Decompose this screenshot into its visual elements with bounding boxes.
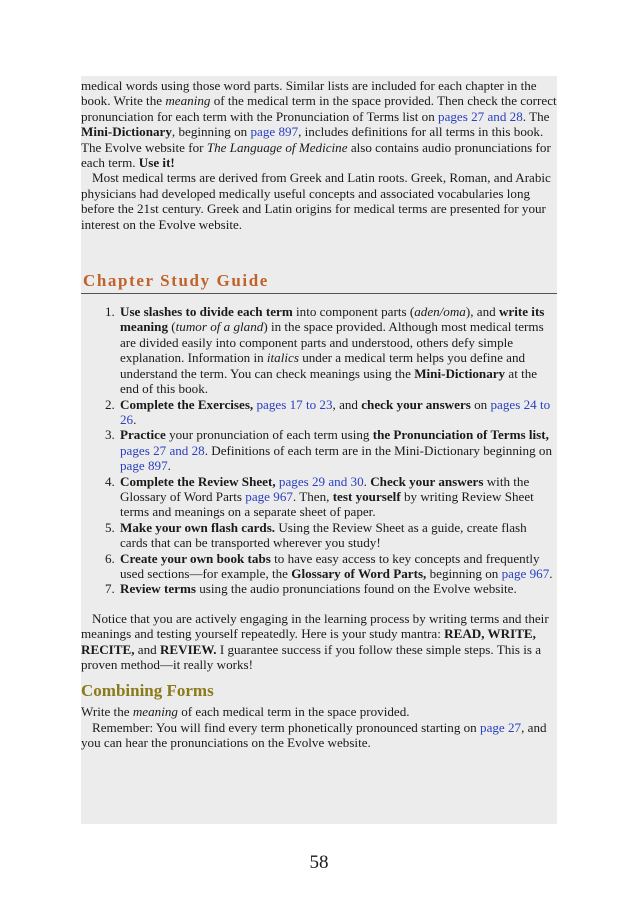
page-content xyxy=(81,78,557,751)
page-number: 58 xyxy=(309,852,329,873)
link-page-967[interactable]: page 967 xyxy=(245,488,293,504)
book-title: The Language of Medicine xyxy=(206,139,348,155)
origins-paragraph: Most medical terms are derived from Greek and Latin roots. Greek, Roman, and Arabic physicians had developed medically useful concepts and associated vocabularies long before the 21st century. Greek and Latin origins for medical terms are presented for your interest on the Evolve website. xyxy=(81,170,551,232)
list-item: 6. Create your own book tabs to have easy access to key concepts and frequently used sections—for example, the Glossary of Word Parts, beginning on page 967. xyxy=(105,550,553,581)
combining-forms-heading: Combining Forms xyxy=(81,681,214,701)
study-guide-list xyxy=(81,304,557,597)
list-item: 1. Use slashes to divide each term into component parts (aden/oma), and write its meaning (tumor of a gland) in the space provided. Although most medical terms are divided easily into component parts and understood, others defy simple explanation. Information in italics under a medical term helps you define and understand the term. You can check meanings using the Mini-Dictionary at the end of this book. xyxy=(105,304,545,397)
chapter-study-guide-heading: Chapter Study Guide xyxy=(81,270,557,294)
list-item: 7. Review terms using the audio pronunciations found on the Evolve website. xyxy=(105,581,517,597)
list-item: 2. Complete the Exercises, pages 17 to 23, and check your answers on pages 24 to 26. xyxy=(105,396,551,427)
link-pages-24-26[interactable]: pages 24 to 26 xyxy=(120,396,551,427)
link-page-897[interactable]: page 897 xyxy=(250,124,299,140)
link-pages-29-30[interactable]: pages 29 and 30 xyxy=(278,473,364,489)
combining-forms-reminder: Remember: You will find every term phonetically pronounced starting on page 27, and you can hear the pronunciations on the Evolve website. xyxy=(81,719,547,751)
link-pages-27-28[interactable]: pages 27 and 28 xyxy=(438,108,523,124)
notice-paragraph: Notice that you are actively engaging in the learning process by writing terms and their meanings and testing yourself repeatedly. Here is your study mantra: READ, WRITE, RECITE, and REVIEW. I guarantee success if you follow these simple steps. This is a proven method—it really works! xyxy=(81,610,549,672)
intro-section xyxy=(81,78,557,232)
link-pages-27-28[interactable]: pages 27 and 28 xyxy=(120,442,205,458)
intro-paragraph: medical words using those word parts. Similar lists are included for each chapter in the book. Write the meaning of the medical term in the space provided. Then check the correct pronunciation for each term with the Pronunciation of Terms list on pages 27 and 28. The Mini-Dictionary, beginning on page 897, includes definitions for all terms in this book. The Evolve website for The Language of Medicine also contains audio pronunciations for each term. Use it! xyxy=(81,78,557,171)
link-page-967[interactable]: page 967 xyxy=(501,565,550,581)
list-item: 5. Make your own flash cards. Using the Review Sheet as a guide, create flash cards that can be transported wherever you study! xyxy=(105,519,527,551)
link-pages-17-23[interactable]: pages 17 to 23 xyxy=(256,396,333,412)
combining-forms-instruction: Write the meaning of each medical term in the space provided. xyxy=(81,704,410,720)
list-item: 3. Practice your pronunciation of each term using the Pronunciation of Terms list, pages 27 and 28. Definitions of each term are in the Mini-Dictionary beginning on page 897. xyxy=(105,427,552,474)
list-item: 4. Complete the Review Sheet, pages 29 and 30. Check your answers with the Glossary of Word Parts page 967. Then, test yourself by writing Review Sheet terms and meanings on a separate sheet of paper. xyxy=(105,473,534,520)
link-page-27[interactable]: page 27 xyxy=(480,719,522,735)
link-page-897[interactable]: page 897 xyxy=(120,458,168,474)
